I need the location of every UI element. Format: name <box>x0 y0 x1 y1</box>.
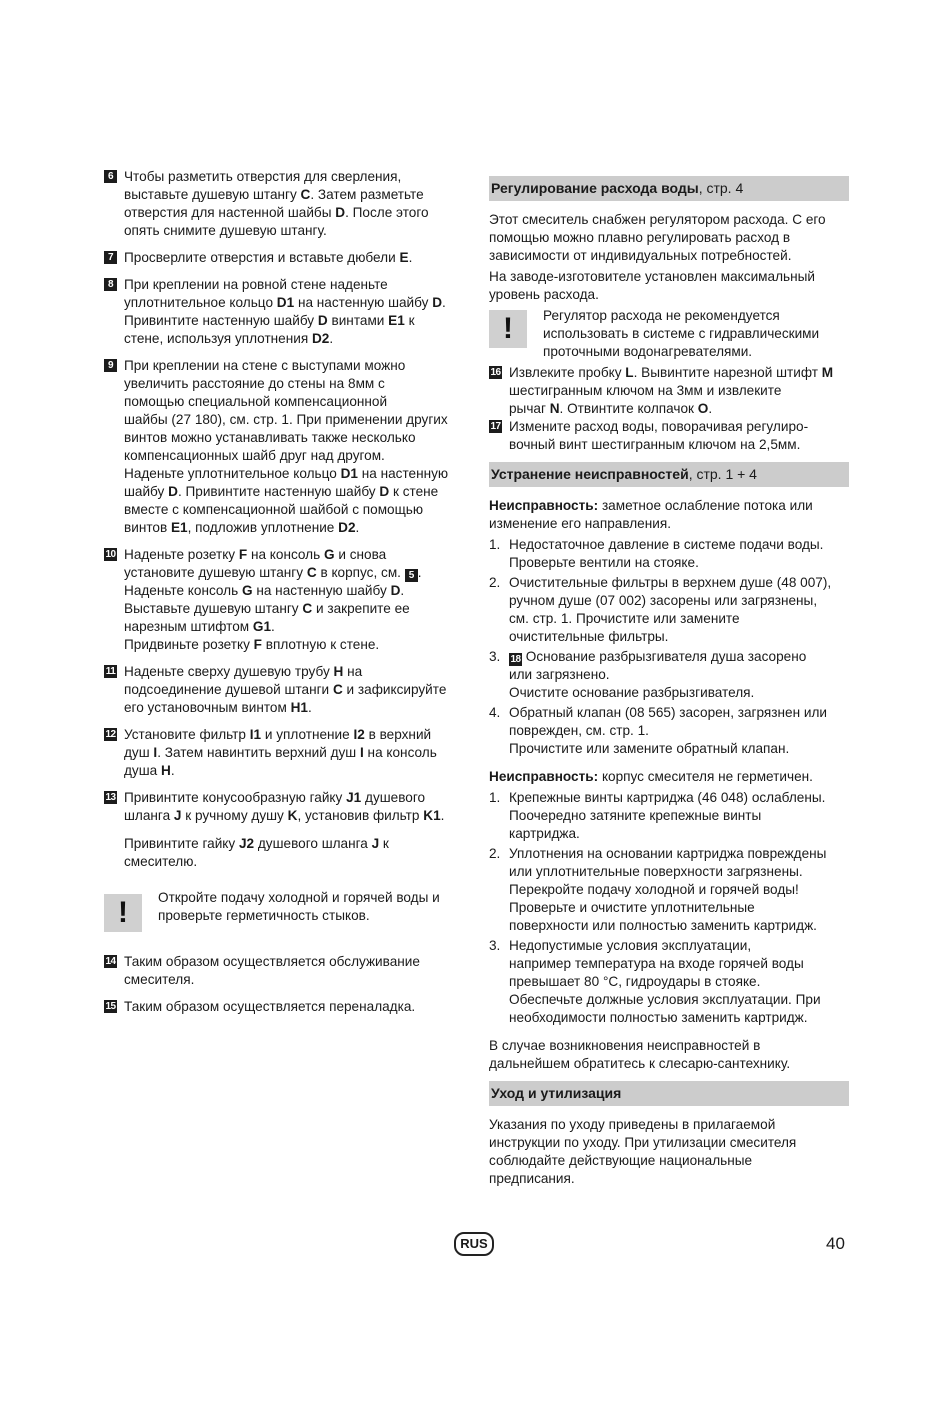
paragraph: Этот смеситель снабжен регулятором расхода. С его помощью можно плавно регулировать расход в зависимости от индивидуальных потребностей. <box>489 212 826 263</box>
step-12: 12 Установите фильтр I1 и уплотнение I2 в верхний душ I. Затем навинтить верхний душ I на консоль душа H. <box>105 727 437 778</box>
step-number: 11 <box>105 666 116 677</box>
step-13: 13 Привинтите конусообразную гайку J1 душевого шланга J к ручному душу K, установив фильтр K1. Привинтите гайку J2 душевого шланга J к смесителю. <box>105 790 445 869</box>
paragraph: На заводе-изготовителе установлен максимальный уровень расхода. <box>489 269 815 302</box>
step-7: 7 Просверлите отверстия и вставьте дюбели E. <box>104 249 464 267</box>
right-column <box>489 168 849 1191</box>
step-number: 14 <box>105 956 116 967</box>
step-number: 13 <box>105 792 116 803</box>
section-heading-troubleshooting: Устранение неисправностей, стр. 1 + 4 <box>489 462 849 487</box>
step-10: 10 Наденьте розетку F на консоль G и снова установите душевую штангу C в корпус, см. 5 . Наденьте консоль G на настенную шайбу D. Выставьте душевую штангу C и закрепите ее нарезным штифтом G1. Придвиньте розетку F вплотную к стене. <box>105 547 422 652</box>
language-badge: RUS <box>454 1232 494 1256</box>
step-number: 9 <box>104 359 117 372</box>
step-number: 17 <box>490 421 501 432</box>
warning-block: ! Откройте подачу холодной и горячей воды и проверьте герметичность стыков. <box>104 889 464 925</box>
section-heading-care: Уход и утилизация <box>489 1081 849 1106</box>
warning-icon: ! <box>489 310 527 348</box>
paragraph: Указания по уходу приведены в прилагаемой инструкции по уходу. При утилизации смесителя соблюдайте действующие национальные предписания. <box>489 1117 797 1186</box>
list-item: 4. Обратный клапан (08 565) засорен, загрязнен или поврежден, см. стр. 1. Прочистите или замените обратный клапан. <box>489 705 827 756</box>
warning-icon: ! <box>104 894 142 932</box>
step-11: 11 Наденьте сверху душевую трубу H на подсоединение душевой штанги C и зафиксируйте его установочным винтом H1. <box>105 664 447 715</box>
step-number: 7 <box>104 251 117 264</box>
step-16: 16 Извлеките пробку L. Вывинтите нарезной штифт M шестигранным ключом на 3мм и извлеките рычаг N. Отвинтите колпачок O. <box>490 365 834 416</box>
fault-intro: Неисправность: корпус смесителя не герметичен. <box>489 769 813 784</box>
page-number: 40 <box>826 1234 845 1253</box>
figure-ref-badge: 5 <box>405 569 418 582</box>
list-item: 1. Недостаточное давление в системе подачи воды. Проверьте вентили на стояке. <box>489 537 824 570</box>
list-item: 2. Очистительные фильтры в верхнем душе (48 007), ручном душе (07 002) засорены или загрязнены, см. стр. 1. Прочистите или замените очистительные фильтры. <box>489 575 832 644</box>
list-item: 3. 18 Основание разбрызгивателя душа засорено или загрязнено. Очистите основание разбрызгивателя. <box>489 649 807 700</box>
step-number: 16 <box>490 367 501 378</box>
step-15: 15 Таким образом осуществляется переналадка. <box>105 999 416 1014</box>
paragraph: В случае возникновения неисправностей в дальнейшем обратитесь к слесарю-сантехнику. <box>489 1038 791 1071</box>
step-number: 12 <box>105 729 116 740</box>
step-8: 8 При креплении на ровной стене наденьте уплотнительное кольцо D1 на настенную шайбу D. Привинтите настенную шайбу D винтами E1 к стене, используя уплотнения D2. <box>104 276 464 348</box>
list-item: 2. Уплотнения на основании картриджа повреждены или уплотнительные поверхности загрязнены. Перекройте подачу холодной и горячей воды! Проверьте и очистите уплотнительные поверхности или полностью заменить картридж. <box>489 846 827 933</box>
list-item: 3. Недопустимые условия эксплуатации, например температура на входе горячей воды превышает 80 °C, гидроудары в стояке. Обеспечьте должные условия эксплуатации. При необходимости полностью заменить картридж. <box>489 938 821 1025</box>
section-heading-flow: Регулирование расхода воды, стр. 4 <box>489 176 849 201</box>
step-number: 15 <box>105 1001 116 1012</box>
step-number: 10 <box>105 549 116 560</box>
step-14: 14 Таким образом осуществляется обслуживание смесителя. <box>105 954 420 987</box>
step-number: 6 <box>104 170 117 183</box>
fault-intro: Неисправность: заметное ослабление потока или изменение его направления. <box>489 498 813 531</box>
list-item: 1. Крепежные винты картриджа (46 048) ослаблены. Поочередно затяните крепежные винты картриджа. <box>489 790 826 841</box>
step-number: 8 <box>104 278 117 291</box>
step-6: 6 Чтобы разметить отверстия для сверления, выставьте душевую штангу C. Затем разметьте отверстия для настенной шайбы D. После этого опять снимите душевую штангу. <box>104 168 464 240</box>
warning-block: ! Регулятор расхода не рекомендуется использовать в системе с гидравлическими проточными водонагревателями. <box>489 307 849 361</box>
left-column <box>104 168 464 1025</box>
step-17: 17 Измените расход воды, поворачивая регулиро- вочный винт шестигранным ключом на 2,5мм. <box>490 419 809 452</box>
step-9: 9 При креплении на стене с выступами можно увеличить расстояние до стены на 8мм с помощью специальной компенсационной шайбы (27 180), см. стр. 1. При применении других винтов можно устанавливать также несколько компенсационных шайб друг над другом. Наденьте уплотнительное кольцо D1 на настенную шайбу D. Привинтите настенную шайбу D к стене вместе с компенсационной шайбой с помощью винтов E1, подложив уплотнение D2. <box>104 357 464 537</box>
figure-ref-badge: 18 <box>510 654 521 665</box>
